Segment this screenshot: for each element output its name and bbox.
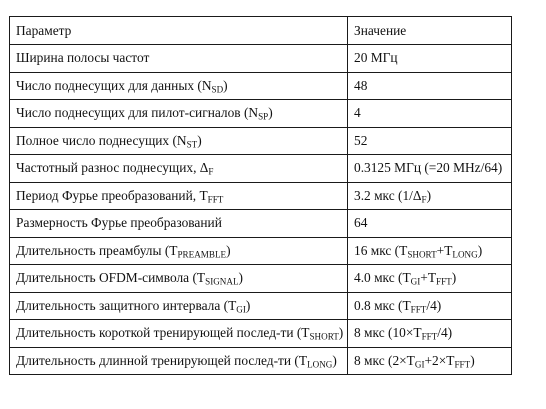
table-row [10,182,512,210]
text-segment: ) [451,270,457,286]
value-cell [348,72,512,100]
text-segment: 8 мкс (2×T [354,352,415,368]
text-segment: +T [436,242,453,258]
subscript: LONG [452,249,478,260]
parameter-cell [10,237,348,265]
text-segment: Длительность защитного интервала (T [16,297,237,313]
value-cell [348,155,512,183]
table-row [10,100,512,128]
table-row [10,265,512,293]
parameter-cell [10,72,348,100]
subscript: ST [186,139,198,150]
value-cell [348,45,512,73]
subscript: SP [258,111,269,122]
parameter-cell [10,320,348,348]
value-cell [348,292,512,320]
table-row [10,347,512,375]
text-segment: /4) [426,297,442,313]
text-segment: Число поднесущих для данных (N [16,77,212,93]
text-segment: ) [470,352,475,368]
text-segment: 64 [354,215,368,231]
text-segment: ) [245,297,251,313]
text-segment: 0.8 мкс (T [354,297,411,313]
table-row [10,45,512,73]
text-segment: ) [338,325,344,341]
text-segment: Длительность OFDM-символа (T [16,270,206,286]
table-row [10,237,512,265]
subscript: GI [414,359,425,370]
subscript: SD [211,84,224,95]
text-segment: Ширина полосы частот [16,50,150,66]
subscript: FFT [207,194,224,205]
value-cell [348,265,512,293]
text-segment: Длительность короткой тренирующей послед-ти (T [16,325,310,341]
text-segment: Длительность преамбулы (T [16,242,178,258]
subscript: FFT [410,304,427,315]
parameter-cell [10,155,348,183]
value-cell [348,237,512,265]
text-segment: ) [477,242,483,258]
text-segment: Полное число поднесущих (N [16,132,187,148]
parameter-cell [10,182,348,210]
text-segment: +2×T [424,352,455,368]
text-segment: /4) [437,325,453,341]
value-cell [348,210,512,238]
text-segment: 4 [354,105,361,121]
text-segment: 4.0 мкс (T [354,270,411,286]
text-segment: ) [238,270,243,286]
text-segment: 20 МГц [354,50,398,66]
subscript: GI [236,304,246,315]
text-segment: ) [332,352,337,368]
subscript: SIGNAL [205,276,239,287]
value-cell [348,347,512,375]
subscript: SHORT [407,249,437,260]
text-segment: 3.2 мкс (1/Δ [354,187,422,203]
table-header-row [10,17,512,45]
parameters-table [9,16,512,375]
subscript: FFT [454,359,471,370]
text-segment: Период Фурье преобразований, T [16,187,208,203]
text-segment: ) [226,242,231,258]
subscript: LONG [307,359,333,370]
text-segment: ) [426,187,432,203]
table-body [10,45,512,375]
subscript: F [421,194,427,205]
subscript: PREAMBLE [177,249,227,260]
text-segment: 52 [354,132,368,148]
text-segment: ) [268,105,273,121]
parameter-cell [10,127,348,155]
subscript: F [208,166,214,177]
text-segment: 8 мкс (10×T [354,325,422,341]
table-row [10,210,512,238]
subscript: FFT [436,276,452,287]
table-row [10,292,512,320]
parameter-cell [10,210,348,238]
header-value: Значение [348,17,512,45]
text-segment: Частотный разнос поднесущих, Δ [16,160,209,176]
value-cell [348,127,512,155]
text-segment: 48 [354,77,368,93]
text-segment: Размерность Фурье преобразований [16,215,222,231]
text-segment: ) [197,132,202,148]
parameter-cell [10,45,348,73]
text-segment: +T [420,270,437,286]
parameter-cell [10,100,348,128]
table-row [10,320,512,348]
value-cell [348,100,512,128]
parameter-cell [10,292,348,320]
table-row [10,127,512,155]
parameters-table-container [9,16,512,375]
value-cell [348,320,512,348]
subscript: SHORT [309,331,339,342]
parameter-cell [10,347,348,375]
text-segment: 16 мкс (T [354,242,408,258]
table-row [10,72,512,100]
text-segment: Число поднесущих для пилот-сигналов (N [16,105,259,121]
value-cell [348,182,512,210]
text-segment: ) [223,77,228,93]
text-segment: 0.3125 МГц (=20 MHz/64) [354,160,503,176]
header-parameter: Параметр [10,17,348,45]
subscript: FFT [421,331,438,342]
subscript: GI [410,276,421,287]
table-row [10,155,512,183]
text-segment: Длительность длинной тренирующей послед-ти (T [16,352,308,368]
parameter-cell [10,265,348,293]
